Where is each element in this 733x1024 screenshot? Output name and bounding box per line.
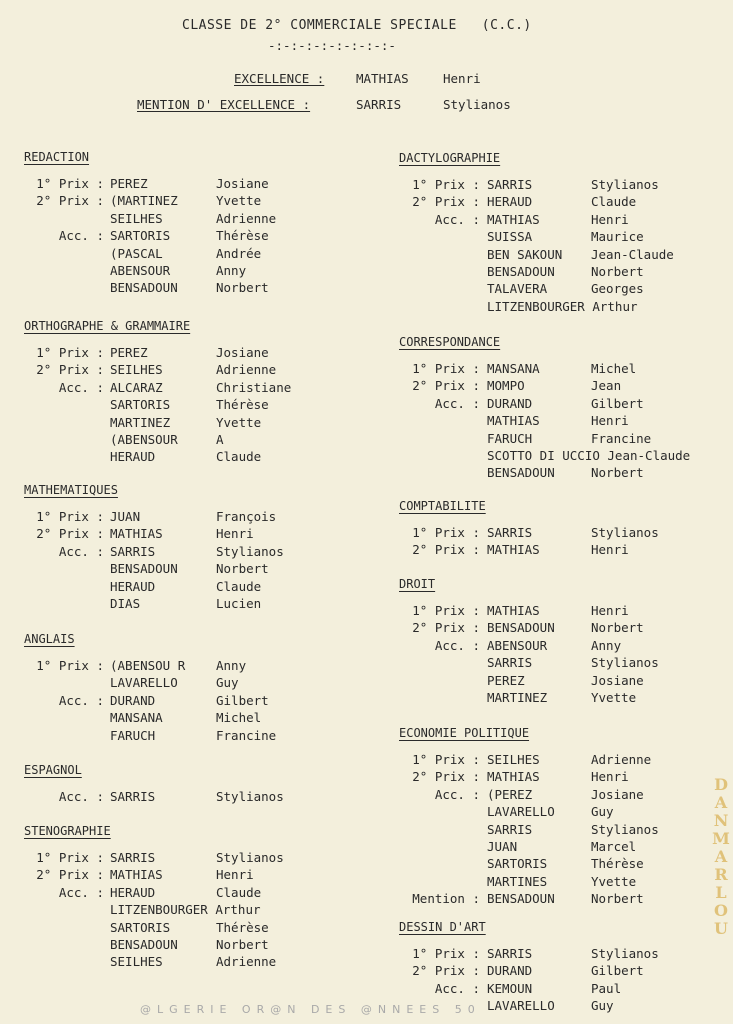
student-firstname: Jean-Claude bbox=[591, 246, 674, 262]
award-label: 2° Prix : bbox=[412, 963, 480, 979]
student-firstname: Michel bbox=[591, 361, 637, 376]
student-firstname: Claude bbox=[216, 884, 262, 900]
student-firstname: Norbert bbox=[591, 465, 644, 481]
student-firstname: Stylianos bbox=[591, 177, 659, 192]
section-title: ORTHOGRAPHE & GRAMMAIRE bbox=[24, 319, 191, 333]
student-firstname: Norbert bbox=[216, 937, 269, 952]
student-firstname: Henri bbox=[591, 211, 629, 227]
student-surname: SARTORIS bbox=[110, 228, 171, 244]
award-label: Mention : bbox=[412, 891, 480, 907]
student-surname: SEILHES bbox=[110, 954, 163, 970]
student-surname: FARUCH bbox=[487, 430, 533, 446]
student-firstname: Paul bbox=[591, 980, 622, 996]
student-surname: MATHIAS bbox=[110, 526, 163, 542]
student-surname: HERAUD bbox=[110, 884, 156, 900]
award-label: Acc. : bbox=[58, 543, 104, 559]
award-label: 1° Prix : bbox=[412, 177, 480, 192]
student-firstname: Guy bbox=[591, 998, 614, 1014]
student-firstname: Josiane bbox=[591, 672, 644, 688]
student-surname: ABENSOUR bbox=[487, 637, 548, 653]
student-firstname: Stylianos bbox=[216, 789, 284, 804]
award-label: Acc. : bbox=[58, 379, 104, 395]
student-firstname: Gilbert bbox=[216, 692, 269, 708]
student-surname: SEILHES bbox=[110, 362, 163, 378]
mention-name: SARRIS bbox=[356, 97, 402, 112]
award-label: 1° Prix : bbox=[36, 345, 104, 360]
excellence-first: Henri bbox=[443, 71, 481, 86]
student-firstname: Gilbert bbox=[591, 963, 644, 979]
section-title: REDACTION bbox=[24, 150, 90, 164]
student-surname: (MARTINEZ bbox=[110, 193, 178, 209]
student-firstname: Francine bbox=[591, 430, 652, 446]
student-firstname: Christiane bbox=[216, 379, 292, 395]
award-label: 1° Prix : bbox=[36, 176, 104, 191]
section-title: ESPAGNOL bbox=[24, 763, 82, 777]
student-surname: DIAS bbox=[110, 596, 141, 611]
student-firstname: Norbert bbox=[591, 620, 644, 636]
title-divider: -:-:-:-:-:-:-:-:- bbox=[268, 38, 396, 53]
student-firstname: Stylianos bbox=[216, 850, 284, 865]
student-firstname: Guy bbox=[591, 804, 614, 820]
student-surname: MANSANA bbox=[110, 710, 163, 726]
student-surname: SARTORIS bbox=[487, 856, 548, 872]
student-surname: (ABENSOUR bbox=[110, 432, 178, 447]
student-surname: BENSADOUN bbox=[487, 891, 555, 907]
section-title: ECONOMIE POLITIQUE bbox=[399, 726, 530, 740]
student-surname: SARRIS bbox=[487, 821, 533, 837]
award-label: 1° Prix : bbox=[412, 525, 480, 540]
student-firstname: Francine bbox=[216, 727, 277, 743]
student-surname: MATHIAS bbox=[110, 867, 163, 883]
student-surname: BENSADOUN bbox=[110, 937, 178, 952]
student-firstname: Stylianos bbox=[591, 946, 659, 961]
section-title: DESSIN D'ART bbox=[399, 920, 486, 934]
student-surname: PEREZ bbox=[110, 176, 148, 191]
award-label: Acc. : bbox=[58, 884, 104, 900]
award-label: 1° Prix : bbox=[412, 361, 480, 376]
student-surname: TALAVERA bbox=[487, 281, 548, 297]
student-surname: MATHIAS bbox=[487, 413, 540, 429]
student-surname: MOMPO bbox=[487, 378, 525, 394]
student-firstname: Gilbert bbox=[591, 395, 644, 411]
student-surname: HERAUD bbox=[110, 449, 156, 465]
section-title: STENOGRAPHIE bbox=[24, 824, 111, 838]
student-firstname: Thérèse bbox=[216, 228, 269, 244]
student-surname: BENSADOUN bbox=[110, 561, 178, 577]
award-label: 1° Prix : bbox=[412, 752, 480, 767]
student-surname: BENSADOUN bbox=[487, 620, 555, 636]
award-label: 1° Prix : bbox=[412, 603, 480, 618]
student-firstname: François bbox=[216, 509, 277, 524]
award-label: 1° Prix : bbox=[36, 658, 104, 673]
student-firstname: Marcel bbox=[591, 839, 637, 854]
student-surname: PEREZ bbox=[110, 345, 148, 360]
student-firstname: Henri bbox=[591, 542, 629, 558]
award-label: 1° Prix : bbox=[412, 946, 480, 961]
student-firstname: Josiane bbox=[216, 345, 269, 360]
student-surname: MATHIAS bbox=[487, 211, 540, 227]
student-surname: SARTORIS bbox=[110, 919, 171, 935]
student-firstname: Claude bbox=[591, 194, 637, 210]
student-surname: BEN SAKOUN bbox=[487, 246, 563, 262]
student-firstname: Stylianos bbox=[591, 525, 659, 540]
section-title: CORRESPONDANCE bbox=[399, 335, 501, 349]
student-firstname: Josiane bbox=[591, 786, 644, 802]
student-surname: SUISSA bbox=[487, 229, 533, 245]
student-surname: SARRIS bbox=[110, 789, 156, 804]
excellence-name: MATHIAS bbox=[356, 71, 409, 86]
student-firstname: Andrée bbox=[216, 245, 262, 261]
student-surname: SARRIS bbox=[487, 946, 533, 961]
student-firstname: Henri bbox=[591, 603, 629, 618]
award-label: Acc. : bbox=[434, 395, 480, 411]
student-surname: SCOTTO DI UCCIO Jean-Claude bbox=[487, 448, 691, 463]
student-firstname: Yvette bbox=[591, 873, 637, 889]
student-firstname: Thérèse bbox=[216, 919, 269, 935]
award-label: 2° Prix : bbox=[36, 193, 104, 209]
student-firstname: Henri bbox=[591, 769, 629, 785]
student-surname: LAVARELLO bbox=[487, 998, 555, 1014]
award-label: 2° Prix : bbox=[36, 362, 104, 378]
student-surname: SARTORIS bbox=[110, 397, 171, 413]
student-firstname: Jean bbox=[591, 378, 622, 394]
student-firstname: Georges bbox=[591, 281, 644, 297]
mention-label: MENTION D' EXCELLENCE : bbox=[137, 97, 311, 112]
student-firstname: Norbert bbox=[591, 891, 644, 907]
student-firstname: Adrienne bbox=[591, 752, 652, 767]
section-title: MATHEMATIQUES bbox=[24, 483, 118, 497]
student-surname: ALCARAZ bbox=[110, 379, 163, 395]
student-surname: MATHIAS bbox=[487, 542, 540, 558]
student-surname: SARRIS bbox=[110, 543, 156, 559]
student-surname: SARRIS bbox=[487, 525, 533, 540]
award-label: 2° Prix : bbox=[412, 542, 480, 558]
student-firstname: Anny bbox=[216, 263, 247, 278]
student-surname: (PEREZ bbox=[487, 786, 533, 802]
student-firstname: Norbert bbox=[216, 280, 269, 296]
student-surname: JUAN bbox=[110, 509, 141, 524]
student-firstname: Norbert bbox=[591, 264, 644, 279]
award-label: Acc. : bbox=[434, 786, 480, 802]
student-firstname: Anny bbox=[216, 658, 247, 673]
student-surname: LAVARELLO bbox=[110, 675, 178, 691]
student-surname: SEILHES bbox=[110, 210, 163, 226]
section-title: ANGLAIS bbox=[24, 632, 75, 646]
section-title: DACTYLOGRAPHIE bbox=[399, 151, 501, 165]
student-firstname: Henri bbox=[216, 526, 254, 542]
page-title: CLASSE DE 2° COMMERCIALE SPECIALE (C.C.) bbox=[182, 18, 532, 33]
student-firstname: Stylianos bbox=[591, 655, 659, 671]
student-firstname: Yvette bbox=[216, 414, 262, 430]
award-label: Acc. : bbox=[434, 211, 480, 227]
student-firstname: Maurice bbox=[591, 229, 644, 245]
student-surname: DURAND bbox=[487, 963, 533, 979]
student-surname: SARRIS bbox=[487, 177, 533, 192]
side-watermark: D A N M A R L O U bbox=[712, 775, 730, 938]
student-firstname: Henri bbox=[216, 867, 254, 883]
student-surname: MARTINEZ bbox=[110, 414, 171, 430]
student-surname: SARRIS bbox=[487, 655, 533, 671]
student-firstname: Norbert bbox=[216, 561, 269, 577]
award-label: 2° Prix : bbox=[412, 378, 480, 394]
student-firstname: Stylianos bbox=[216, 543, 284, 559]
student-surname: FARUCH bbox=[110, 727, 156, 743]
award-label: 2° Prix : bbox=[36, 526, 104, 542]
student-firstname: Claude bbox=[216, 578, 262, 594]
award-label: 2° Prix : bbox=[412, 194, 480, 210]
student-surname: DURAND bbox=[487, 395, 533, 411]
student-firstname: Adrienne bbox=[216, 210, 277, 226]
student-firstname: Lucien bbox=[216, 596, 262, 611]
student-surname: MATHIAS bbox=[487, 769, 540, 785]
student-surname: LITZENBOURGER Arthur bbox=[110, 902, 261, 918]
student-surname: HERAUD bbox=[487, 194, 533, 210]
award-label: Acc. : bbox=[434, 637, 480, 653]
student-surname: ABENSOUR bbox=[110, 263, 171, 278]
student-surname: KEMOUN bbox=[487, 980, 533, 996]
student-firstname: Henri bbox=[591, 413, 629, 429]
student-firstname: Claude bbox=[216, 449, 262, 465]
student-surname: JUAN bbox=[487, 839, 518, 854]
student-firstname: Yvette bbox=[216, 193, 262, 209]
bottom-watermark: @LGERIE OR@N DES @NNEES 50 bbox=[140, 1003, 481, 1016]
student-surname: BENSADOUN bbox=[487, 264, 555, 279]
student-surname: MARTINEZ bbox=[487, 690, 548, 705]
section-title: COMPTABILITE bbox=[399, 499, 486, 513]
award-label: Acc. : bbox=[58, 692, 104, 708]
student-surname: MARTINES bbox=[487, 873, 548, 889]
student-surname: HERAUD bbox=[110, 578, 156, 594]
excellence-label: EXCELLENCE : bbox=[234, 71, 325, 86]
award-label: Acc. : bbox=[434, 980, 480, 996]
section-title: DROIT bbox=[399, 577, 436, 591]
student-firstname: Adrienne bbox=[216, 362, 277, 378]
student-surname: MANSANA bbox=[487, 361, 540, 376]
award-label: 1° Prix : bbox=[36, 850, 104, 865]
student-firstname: Anny bbox=[591, 637, 622, 653]
student-surname: (ABENSOU R bbox=[110, 658, 186, 673]
award-label: Acc. : bbox=[58, 228, 104, 244]
student-surname: BENSADOUN bbox=[110, 280, 178, 296]
award-label: 2° Prix : bbox=[412, 769, 480, 785]
award-label: 2° Prix : bbox=[412, 620, 480, 636]
student-surname: MATHIAS bbox=[487, 603, 540, 618]
mention-first: Stylianos bbox=[443, 97, 511, 112]
student-surname: BENSADOUN bbox=[487, 465, 555, 481]
student-firstname: Adrienne bbox=[216, 954, 277, 970]
student-surname: SEILHES bbox=[487, 752, 540, 767]
student-firstname: Josiane bbox=[216, 176, 269, 191]
award-label: Acc. : bbox=[58, 789, 104, 804]
student-firstname: Guy bbox=[216, 675, 239, 691]
student-firstname: Thérèse bbox=[216, 397, 269, 413]
student-firstname: Thérèse bbox=[591, 856, 644, 872]
student-surname: LAVARELLO bbox=[487, 804, 555, 820]
student-firstname: Stylianos bbox=[591, 821, 659, 837]
student-surname: DURAND bbox=[110, 692, 156, 708]
award-label: 1° Prix : bbox=[36, 509, 104, 524]
student-firstname: Yvette bbox=[591, 690, 637, 705]
award-label: 2° Prix : bbox=[36, 867, 104, 883]
student-surname: LITZENBOURGER Arthur bbox=[487, 298, 638, 314]
student-surname: PEREZ bbox=[487, 672, 525, 688]
student-firstname: A bbox=[216, 432, 224, 447]
student-firstname: Michel bbox=[216, 710, 262, 726]
student-surname: SARRIS bbox=[110, 850, 156, 865]
student-surname: (PASCAL bbox=[110, 245, 163, 261]
